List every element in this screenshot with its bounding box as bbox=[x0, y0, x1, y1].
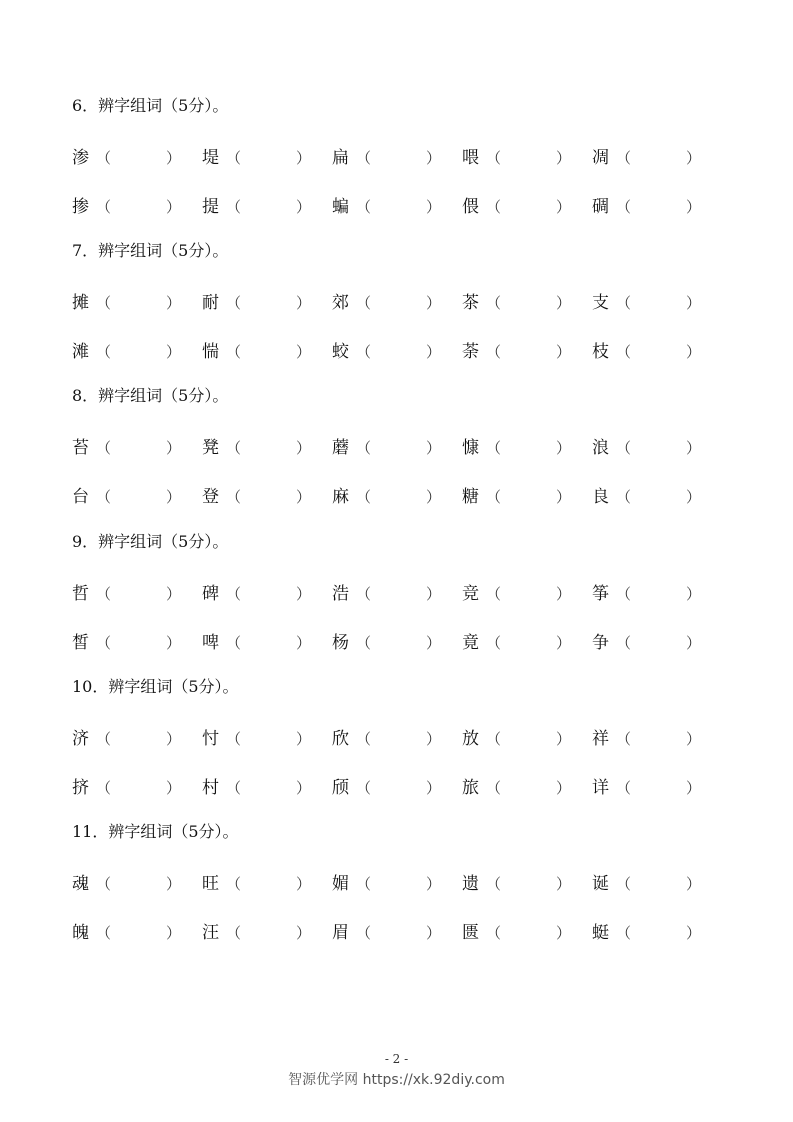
target-character: 济 bbox=[72, 729, 89, 749]
open-paren: （ bbox=[356, 149, 372, 167]
target-character: 碉 bbox=[592, 197, 609, 217]
target-character: 滩 bbox=[72, 342, 89, 362]
open-paren: （ bbox=[616, 343, 632, 361]
close-paren: ） bbox=[166, 439, 182, 457]
word-blank-item bbox=[592, 776, 716, 800]
target-character: 堤 bbox=[202, 148, 219, 168]
site-watermark: 智源优学网 https://xk.92diy.com bbox=[288, 1072, 505, 1088]
target-character: 喂 bbox=[462, 148, 479, 168]
target-character: 扁 bbox=[332, 148, 349, 168]
close-paren: ） bbox=[426, 779, 442, 797]
close-paren: ） bbox=[166, 294, 182, 312]
close-paren: ） bbox=[556, 924, 572, 942]
word-blank-item bbox=[332, 436, 456, 460]
word-blank-item bbox=[202, 582, 326, 606]
close-paren: ） bbox=[556, 343, 572, 361]
open-paren: （ bbox=[616, 149, 632, 167]
close-paren: ） bbox=[556, 730, 572, 748]
character-row bbox=[0, 631, 793, 655]
target-character: 颀 bbox=[332, 778, 349, 798]
target-character: 掺 bbox=[72, 197, 89, 217]
close-paren: ） bbox=[426, 149, 442, 167]
word-blank-item bbox=[332, 195, 456, 219]
close-paren: ） bbox=[296, 149, 312, 167]
open-paren: （ bbox=[486, 779, 502, 797]
target-character: 蘑 bbox=[332, 438, 349, 458]
target-character: 哲 bbox=[72, 584, 89, 604]
target-character: 碑 bbox=[202, 584, 219, 604]
word-blank-item bbox=[202, 921, 326, 945]
word-blank-item bbox=[332, 776, 456, 800]
character-row bbox=[0, 727, 793, 751]
target-character: 糖 bbox=[462, 487, 479, 507]
target-character: 登 bbox=[202, 487, 219, 507]
target-character: 竟 bbox=[462, 633, 479, 653]
target-character: 匮 bbox=[462, 923, 479, 943]
word-blank-item bbox=[332, 485, 456, 509]
target-character: 荼 bbox=[462, 342, 479, 362]
word-blank-item bbox=[202, 872, 326, 896]
target-character: 争 bbox=[592, 633, 609, 653]
open-paren: （ bbox=[356, 875, 372, 893]
word-blank-item bbox=[592, 340, 716, 364]
word-blank-item bbox=[332, 146, 456, 170]
target-character: 麻 bbox=[332, 487, 349, 507]
close-paren: ） bbox=[166, 730, 182, 748]
word-blank-item bbox=[202, 485, 326, 509]
target-character: 媚 bbox=[332, 874, 349, 894]
target-character: 茶 bbox=[462, 293, 479, 313]
close-paren: ） bbox=[556, 875, 572, 893]
word-blank-item bbox=[202, 146, 326, 170]
target-character: 汪 bbox=[202, 923, 219, 943]
target-character: 提 bbox=[202, 197, 219, 217]
word-blank-item bbox=[462, 727, 586, 751]
word-blank-item bbox=[462, 921, 586, 945]
open-paren: （ bbox=[226, 149, 242, 167]
close-paren: ） bbox=[296, 294, 312, 312]
open-paren: （ bbox=[486, 730, 502, 748]
target-character: 遗 bbox=[462, 874, 479, 894]
open-paren: （ bbox=[96, 149, 112, 167]
open-paren: （ bbox=[486, 924, 502, 942]
open-paren: （ bbox=[96, 439, 112, 457]
target-character: 欣 bbox=[332, 729, 349, 749]
close-paren: ） bbox=[426, 924, 442, 942]
close-paren: ） bbox=[426, 294, 442, 312]
target-character: 渗 bbox=[72, 148, 89, 168]
question-title: 7．辨字组词（5分）。 bbox=[72, 241, 229, 260]
open-paren: （ bbox=[226, 294, 242, 312]
word-blank-item bbox=[592, 582, 716, 606]
close-paren: ） bbox=[296, 924, 312, 942]
word-blank-item bbox=[202, 340, 326, 364]
close-paren: ） bbox=[426, 198, 442, 216]
target-character: 蛟 bbox=[332, 342, 349, 362]
target-character: 耐 bbox=[202, 293, 219, 313]
open-paren: （ bbox=[226, 875, 242, 893]
open-paren: （ bbox=[616, 875, 632, 893]
target-character: 浩 bbox=[332, 584, 349, 604]
target-character: 诞 bbox=[592, 874, 609, 894]
open-paren: （ bbox=[616, 730, 632, 748]
target-character: 枝 bbox=[592, 342, 609, 362]
close-paren: ） bbox=[296, 779, 312, 797]
target-character: 眉 bbox=[332, 923, 349, 943]
close-paren: ） bbox=[556, 488, 572, 506]
target-character: 皙 bbox=[72, 633, 89, 653]
open-paren: （ bbox=[486, 198, 502, 216]
target-character: 旅 bbox=[462, 778, 479, 798]
word-blank-item bbox=[332, 582, 456, 606]
target-character: 魂 bbox=[72, 874, 89, 894]
target-character: 村 bbox=[202, 778, 219, 798]
word-blank-item bbox=[72, 631, 196, 655]
word-blank-item bbox=[72, 921, 196, 945]
character-row bbox=[0, 146, 793, 170]
target-character: 蝙 bbox=[332, 197, 349, 217]
close-paren: ） bbox=[166, 198, 182, 216]
close-paren: ） bbox=[686, 924, 702, 942]
close-paren: ） bbox=[296, 198, 312, 216]
word-blank-item bbox=[592, 727, 716, 751]
word-blank-item bbox=[592, 921, 716, 945]
word-blank-item bbox=[72, 340, 196, 364]
close-paren: ） bbox=[556, 779, 572, 797]
open-paren: （ bbox=[96, 488, 112, 506]
close-paren: ） bbox=[166, 875, 182, 893]
character-row bbox=[0, 921, 793, 945]
target-character: 挤 bbox=[72, 778, 89, 798]
close-paren: ） bbox=[296, 634, 312, 652]
question-title: 9．辨字组词（5分）。 bbox=[72, 532, 229, 551]
page-number: - 2 - bbox=[384, 1052, 409, 1066]
open-paren: （ bbox=[226, 779, 242, 797]
open-paren: （ bbox=[226, 730, 242, 748]
word-blank-item bbox=[72, 146, 196, 170]
word-blank-item bbox=[332, 340, 456, 364]
open-paren: （ bbox=[486, 585, 502, 603]
word-blank-item bbox=[202, 291, 326, 315]
close-paren: ） bbox=[556, 294, 572, 312]
open-paren: （ bbox=[616, 779, 632, 797]
open-paren: （ bbox=[226, 198, 242, 216]
close-paren: ） bbox=[686, 439, 702, 457]
target-character: 摊 bbox=[72, 293, 89, 313]
open-paren: （ bbox=[356, 730, 372, 748]
open-paren: （ bbox=[616, 488, 632, 506]
open-paren: （ bbox=[486, 439, 502, 457]
open-paren: （ bbox=[226, 488, 242, 506]
open-paren: （ bbox=[486, 488, 502, 506]
target-character: 惴 bbox=[202, 342, 219, 362]
close-paren: ） bbox=[686, 634, 702, 652]
target-character: 忖 bbox=[202, 729, 219, 749]
close-paren: ） bbox=[296, 585, 312, 603]
close-paren: ） bbox=[556, 198, 572, 216]
open-paren: （ bbox=[356, 779, 372, 797]
close-paren: ） bbox=[166, 924, 182, 942]
word-blank-item bbox=[72, 436, 196, 460]
close-paren: ） bbox=[686, 585, 702, 603]
open-paren: （ bbox=[96, 634, 112, 652]
close-paren: ） bbox=[556, 585, 572, 603]
word-blank-item bbox=[72, 291, 196, 315]
target-character: 祥 bbox=[592, 729, 609, 749]
open-paren: （ bbox=[96, 779, 112, 797]
close-paren: ） bbox=[686, 149, 702, 167]
question-title: 10．辨字组词（5分）。 bbox=[72, 677, 239, 696]
open-paren: （ bbox=[616, 924, 632, 942]
close-paren: ） bbox=[166, 149, 182, 167]
open-paren: （ bbox=[96, 730, 112, 748]
word-blank-item bbox=[462, 195, 586, 219]
word-blank-item bbox=[72, 582, 196, 606]
close-paren: ） bbox=[166, 779, 182, 797]
close-paren: ） bbox=[166, 343, 182, 361]
open-paren: （ bbox=[96, 585, 112, 603]
word-blank-item bbox=[462, 631, 586, 655]
open-paren: （ bbox=[616, 585, 632, 603]
character-row bbox=[0, 436, 793, 460]
target-character: 详 bbox=[592, 778, 609, 798]
target-character: 台 bbox=[72, 487, 89, 507]
open-paren: （ bbox=[616, 634, 632, 652]
target-character: 魄 bbox=[72, 923, 89, 943]
word-blank-item bbox=[462, 291, 586, 315]
close-paren: ） bbox=[296, 730, 312, 748]
target-character: 慷 bbox=[462, 438, 479, 458]
target-character: 竞 bbox=[462, 584, 479, 604]
word-blank-item bbox=[72, 776, 196, 800]
close-paren: ） bbox=[426, 730, 442, 748]
close-paren: ） bbox=[296, 488, 312, 506]
character-row bbox=[0, 340, 793, 364]
close-paren: ） bbox=[296, 875, 312, 893]
open-paren: （ bbox=[616, 198, 632, 216]
target-character: 偎 bbox=[462, 197, 479, 217]
word-blank-item bbox=[462, 872, 586, 896]
target-character: 旺 bbox=[202, 874, 219, 894]
open-paren: （ bbox=[226, 343, 242, 361]
close-paren: ） bbox=[426, 439, 442, 457]
open-paren: （ bbox=[486, 634, 502, 652]
close-paren: ） bbox=[686, 730, 702, 748]
question-title: 6．辨字组词（5分）。 bbox=[72, 96, 229, 115]
open-paren: （ bbox=[356, 198, 372, 216]
word-blank-item bbox=[462, 776, 586, 800]
word-blank-item bbox=[332, 631, 456, 655]
target-character: 凳 bbox=[202, 438, 219, 458]
open-paren: （ bbox=[616, 439, 632, 457]
open-paren: （ bbox=[356, 924, 372, 942]
open-paren: （ bbox=[96, 294, 112, 312]
word-blank-item bbox=[72, 485, 196, 509]
character-row bbox=[0, 872, 793, 896]
open-paren: （ bbox=[486, 343, 502, 361]
target-character: 啤 bbox=[202, 633, 219, 653]
target-character: 郊 bbox=[332, 293, 349, 313]
close-paren: ） bbox=[426, 585, 442, 603]
word-blank-item bbox=[332, 727, 456, 751]
word-blank-item bbox=[72, 727, 196, 751]
word-blank-item bbox=[202, 727, 326, 751]
character-row bbox=[0, 776, 793, 800]
close-paren: ） bbox=[426, 634, 442, 652]
close-paren: ） bbox=[296, 343, 312, 361]
word-blank-item bbox=[592, 195, 716, 219]
word-blank-item bbox=[332, 291, 456, 315]
target-character: 筝 bbox=[592, 584, 609, 604]
close-paren: ） bbox=[166, 585, 182, 603]
open-paren: （ bbox=[96, 924, 112, 942]
target-character: 浪 bbox=[592, 438, 609, 458]
close-paren: ） bbox=[686, 875, 702, 893]
character-row bbox=[0, 582, 793, 606]
close-paren: ） bbox=[686, 343, 702, 361]
target-character: 支 bbox=[592, 293, 609, 313]
character-row bbox=[0, 195, 793, 219]
word-blank-item bbox=[202, 776, 326, 800]
open-paren: （ bbox=[356, 294, 372, 312]
open-paren: （ bbox=[96, 875, 112, 893]
character-row bbox=[0, 291, 793, 315]
word-blank-item bbox=[332, 921, 456, 945]
word-blank-item bbox=[462, 146, 586, 170]
open-paren: （ bbox=[486, 875, 502, 893]
close-paren: ） bbox=[166, 634, 182, 652]
word-blank-item bbox=[592, 872, 716, 896]
word-blank-item bbox=[462, 340, 586, 364]
open-paren: （ bbox=[226, 634, 242, 652]
target-character: 蜓 bbox=[592, 923, 609, 943]
open-paren: （ bbox=[226, 439, 242, 457]
word-blank-item bbox=[592, 146, 716, 170]
open-paren: （ bbox=[96, 198, 112, 216]
word-blank-item bbox=[592, 291, 716, 315]
target-character: 凋 bbox=[592, 148, 609, 168]
open-paren: （ bbox=[356, 488, 372, 506]
open-paren: （ bbox=[356, 343, 372, 361]
word-blank-item bbox=[462, 582, 586, 606]
target-character: 苔 bbox=[72, 438, 89, 458]
close-paren: ） bbox=[426, 343, 442, 361]
target-character: 放 bbox=[462, 729, 479, 749]
open-paren: （ bbox=[226, 924, 242, 942]
question-title: 8．辨字组词（5分）。 bbox=[72, 386, 229, 405]
word-blank-item bbox=[332, 872, 456, 896]
word-blank-item bbox=[462, 485, 586, 509]
open-paren: （ bbox=[486, 294, 502, 312]
character-row bbox=[0, 485, 793, 509]
word-blank-item bbox=[202, 195, 326, 219]
word-blank-item bbox=[72, 872, 196, 896]
word-blank-item bbox=[462, 436, 586, 460]
word-blank-item bbox=[592, 485, 716, 509]
question-title: 11．辨字组词（5分）。 bbox=[72, 822, 239, 841]
close-paren: ） bbox=[556, 149, 572, 167]
open-paren: （ bbox=[356, 439, 372, 457]
open-paren: （ bbox=[356, 585, 372, 603]
open-paren: （ bbox=[226, 585, 242, 603]
target-character: 良 bbox=[592, 487, 609, 507]
close-paren: ） bbox=[296, 439, 312, 457]
word-blank-item bbox=[202, 436, 326, 460]
word-blank-item bbox=[202, 631, 326, 655]
close-paren: ） bbox=[556, 634, 572, 652]
open-paren: （ bbox=[356, 634, 372, 652]
close-paren: ） bbox=[686, 488, 702, 506]
target-character: 杨 bbox=[332, 633, 349, 653]
close-paren: ） bbox=[686, 198, 702, 216]
close-paren: ） bbox=[686, 779, 702, 797]
word-blank-item bbox=[72, 195, 196, 219]
open-paren: （ bbox=[96, 343, 112, 361]
close-paren: ） bbox=[426, 875, 442, 893]
close-paren: ） bbox=[426, 488, 442, 506]
close-paren: ） bbox=[556, 439, 572, 457]
open-paren: （ bbox=[616, 294, 632, 312]
close-paren: ） bbox=[166, 488, 182, 506]
open-paren: （ bbox=[486, 149, 502, 167]
close-paren: ） bbox=[686, 294, 702, 312]
word-blank-item bbox=[592, 631, 716, 655]
word-blank-item bbox=[592, 436, 716, 460]
